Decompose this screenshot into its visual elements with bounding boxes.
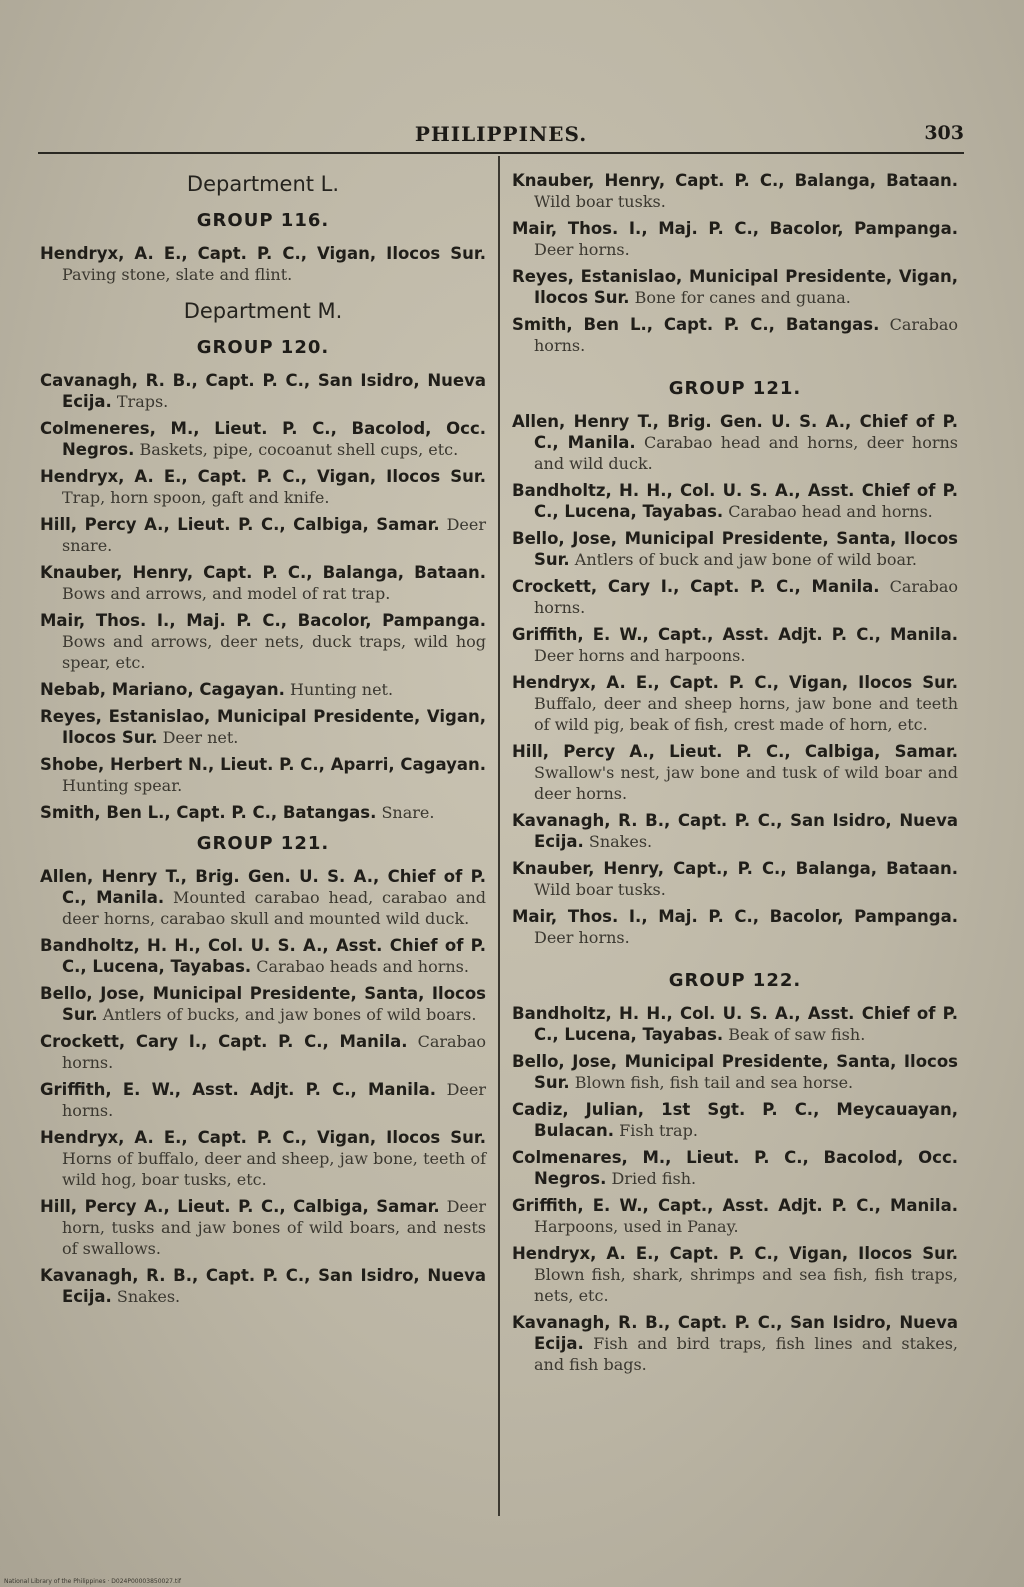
exhibitor-entry — [40, 866, 486, 929]
exhibit-description: Carabao horns. — [62, 1032, 487, 1072]
running-title: PHILIPPINES. — [414, 122, 588, 146]
page-header — [38, 118, 964, 154]
right-column — [512, 170, 958, 1381]
group-heading: GROUP 121. — [196, 833, 330, 854]
exhibit-description: Snakes. — [583, 832, 653, 851]
exhibitor-name: Hendryx, A. E., Capt. P. C., Vigan, Ilocos Sur. — [40, 467, 486, 486]
exhibitor-entry — [512, 1099, 958, 1141]
exhibitor-name: Mair, Thos. I., Maj. P. C., Bacolor, Pampanga. — [512, 219, 958, 238]
exhibit-description: Fish trap. — [614, 1121, 698, 1140]
exhibit-description: Hunting spear. — [62, 776, 183, 795]
exhibit-description: Harpoons, used in Panay. — [534, 1217, 739, 1236]
exhibitor-name: Kavanagh, R. B., Capt. P. C., San Isidro, Nueva Ecija. — [512, 1313, 958, 1353]
exhibitor-entry — [40, 802, 486, 823]
exhibit-description: Paving stone, slate and flint. — [62, 265, 293, 284]
exhibitor-entry — [40, 610, 486, 673]
exhibitor-name: Colmeneres, M., Lieut. P. C., Bacolod, Occ. Negros. — [40, 419, 486, 459]
exhibitor-entry — [512, 1051, 958, 1093]
exhibitor-name: Griffith, E. W., Capt., Asst. Adjt. P. C., Manila. — [512, 1196, 958, 1215]
exhibitor-name: Bello, Jose, Municipal Presidente, Santa, Ilocos Sur. — [512, 1052, 958, 1092]
group-heading: GROUP 120. — [196, 337, 330, 358]
exhibit-description: Wild boar tusks. — [534, 880, 666, 899]
exhibitor-entry — [512, 858, 958, 900]
exhibitor-name: Hill, Percy A., Lieut. P. C., Calbiga, Samar. — [512, 742, 958, 761]
exhibit-description: Deer horns and harpoons. — [534, 646, 746, 665]
exhibitor-entry — [512, 1147, 958, 1189]
exhibitor-name: Mair, Thos. I., Maj. P. C., Bacolor, Pampanga. — [512, 907, 958, 926]
exhibitor-entry — [40, 935, 486, 977]
exhibit-description: Bows and arrows, deer nets, duck traps, wild hog spear, etc. — [62, 632, 486, 672]
exhibit-description: Deer horns. — [62, 1080, 487, 1120]
exhibitor-entry — [512, 1312, 958, 1375]
exhibitor-entry — [40, 1127, 486, 1190]
exhibitor-name: Griffith, E. W., Asst. Adjt. P. C., Manila. — [40, 1080, 437, 1099]
exhibitor-entry — [512, 1243, 958, 1306]
exhibitor-name: Allen, Henry T., Brig. Gen. U. S. A., Chief of P. C., Manila. — [512, 412, 958, 452]
exhibit-description: Baskets, pipe, cocoanut shell cups, etc. — [134, 440, 459, 459]
exhibitor-entry — [512, 810, 958, 852]
exhibitor-name: Kavanagh, R. B., Capt. P. C., San Isidro, Nueva Ecija. — [512, 811, 958, 851]
exhibitor-entry — [40, 514, 486, 556]
exhibitor-name: Hill, Percy A., Lieut. P. C., Calbiga, Samar. — [40, 515, 440, 534]
exhibitor-name: Knauber, Henry, Capt. P. C., Balanga, Bataan. — [512, 171, 958, 190]
exhibitor-name: Cadiz, Julian, 1st Sgt. P. C., Meycauayan, Bulacan. — [512, 1100, 958, 1140]
exhibitor-name: Knauber, Henry, Capt., P. C., Balanga, Bataan. — [512, 859, 958, 878]
exhibitor-entry — [512, 576, 958, 618]
exhibitor-name: Bandholtz, H. H., Col. U. S. A., Asst. Chief of P. C., Lucena, Tayabas. — [512, 1004, 958, 1044]
exhibitor-entry — [40, 418, 486, 460]
exhibitor-name: Griffith, E. W., Capt., Asst. Adjt. P. C., Manila. — [512, 625, 958, 644]
exhibit-description: Bone for canes and guana. — [629, 288, 851, 307]
exhibit-description: Antlers of buck and jaw bone of wild boar. — [569, 550, 917, 569]
exhibitor-name: Allen, Henry T., Brig. Gen. U. S. A., Chief of P. C., Manila. — [40, 867, 486, 907]
group-heading: GROUP 121. — [668, 378, 802, 399]
exhibit-description: Mounted carabao head, carabao and deer horns, carabao skull and mounted wild duck. — [62, 888, 487, 928]
exhibit-description: Swallow's nest, jaw bone and tusk of wild boar and deer horns. — [534, 763, 958, 803]
exhibitor-entry — [512, 906, 958, 948]
exhibitor-entry — [40, 1265, 486, 1307]
exhibit-description: Snare. — [376, 803, 435, 822]
exhibitor-entry — [40, 1079, 486, 1121]
exhibitor-entry — [512, 672, 958, 735]
exhibit-description: Horns of buffalo, deer and sheep, jaw bone, teeth of wild hog, boar tusks, etc. — [62, 1149, 486, 1189]
exhibit-description: Blown fish, shark, shrimps and sea fish, fish traps, nets, etc. — [534, 1265, 958, 1305]
column-divider — [498, 156, 500, 1516]
exhibit-description: Carabao horns. — [534, 315, 958, 355]
exhibitor-name: Smith, Ben L., Capt. P. C., Batangas. — [40, 803, 377, 822]
exhibitor-entry — [512, 480, 958, 522]
exhibit-description: Deer horns. — [534, 240, 630, 259]
exhibitor-entry — [512, 624, 958, 666]
exhibitor-entry — [40, 243, 486, 285]
exhibitor-name: Bello, Jose, Municipal Presidente, Santa, Ilocos Sur. — [512, 529, 958, 569]
exhibitor-name: Hendryx, A. E., Capt. P. C., Vigan, Ilocos Sur. — [40, 244, 486, 263]
exhibit-description: Dried fish. — [606, 1169, 697, 1188]
exhibit-description: Deer snare. — [62, 515, 486, 555]
exhibitor-entry — [40, 562, 486, 604]
exhibit-description: Wild boar tusks. — [534, 192, 666, 211]
exhibitor-entry — [512, 1195, 958, 1237]
exhibitor-entry — [40, 370, 486, 412]
department-heading: Department M. — [183, 299, 343, 323]
exhibit-description: Snakes. — [111, 1287, 181, 1306]
exhibitor-name: Hendryx, A. E., Capt. P. C., Vigan, Ilocos Sur. — [40, 1128, 486, 1147]
exhibitor-name: Crockett, Cary I., Capt. P. C., Manila. — [512, 577, 880, 596]
group-heading: GROUP 122. — [668, 970, 802, 991]
exhibit-description: Deer net. — [157, 728, 239, 747]
exhibitor-entry — [40, 466, 486, 508]
exhibitor-entry — [512, 1003, 958, 1045]
exhibitor-name: Bandholtz, H. H., Col. U. S. A., Asst. Chief of P. C., Lucena, Tayabas. — [512, 481, 958, 521]
exhibitor-entry — [512, 170, 958, 212]
exhibitor-entry — [40, 1196, 486, 1259]
exhibit-description: Beak of saw fish. — [723, 1025, 866, 1044]
exhibitor-entry — [512, 528, 958, 570]
exhibitor-name: Hill, Percy A., Lieut. P. C., Calbiga, Samar. — [40, 1197, 440, 1216]
exhibitor-name: Smith, Ben L., Capt. P. C., Batangas. — [512, 315, 880, 334]
exhibitor-entry — [40, 1031, 486, 1073]
exhibitor-name: Mair, Thos. I., Maj. P. C., Bacolor, Pampanga. — [40, 611, 486, 630]
exhibit-description: Carabao head and horns. — [723, 502, 933, 521]
exhibit-description: Deer horn, tusks and jaw bones of wild boars, and nests of swallows. — [62, 1197, 486, 1258]
exhibitor-entry — [40, 983, 486, 1025]
exhibit-description: Antlers of bucks, and jaw bones of wild boars. — [97, 1005, 477, 1024]
exhibitor-name: Cavanagh, R. B., Capt. P. C., San Isidro, Nueva Ecija. — [40, 371, 486, 411]
exhibitor-name: Hendryx, A. E., Capt. P. C., Vigan, Ilocos Sur. — [512, 673, 958, 692]
exhibitor-entry — [40, 679, 486, 700]
exhibit-description: Blown fish, fish tail and sea horse. — [569, 1073, 854, 1092]
exhibit-description: Bows and arrows, and model of rat trap. — [62, 584, 391, 603]
exhibitor-entry — [512, 218, 958, 260]
exhibitor-name: Bello, Jose, Municipal Presidente, Santa, Ilocos Sur. — [40, 984, 486, 1024]
group-heading: GROUP 116. — [196, 210, 330, 231]
exhibitor-name: Reyes, Estanislao, Municipal Presidente, Vigan, Ilocos Sur. — [512, 267, 958, 307]
exhibit-description: Hunting net. — [284, 680, 394, 699]
exhibitor-name: Shobe, Herbert N., Lieut. P. C., Aparri, Cagayan. — [40, 755, 486, 774]
scan-footer-note: National Library of the Philippines · D024P00003850027.tif — [4, 1578, 182, 1585]
exhibitor-name: Kavanagh, R. B., Capt. P. C., San Isidro, Nueva Ecija. — [40, 1266, 486, 1306]
exhibitor-entry — [512, 266, 958, 308]
exhibit-description: Carabao head and horns, deer horns and wild duck. — [534, 433, 959, 473]
exhibit-description: Traps. — [111, 392, 169, 411]
page-number: 303 — [924, 122, 964, 144]
exhibitor-name: Colmenares, M., Lieut. P. C., Bacolod, Occ. Negros. — [512, 1148, 958, 1188]
department-heading: Department L. — [186, 172, 340, 196]
exhibitor-name: Reyes, Estanislao, Municipal Presidente, Vigan, Ilocos Sur. — [40, 707, 486, 747]
exhibitor-entry — [40, 706, 486, 748]
exhibitor-entry — [512, 314, 958, 356]
left-column — [40, 170, 486, 1313]
exhibit-description: Deer horns. — [534, 928, 630, 947]
exhibit-description: Carabao horns. — [534, 577, 959, 617]
exhibitor-entry — [512, 741, 958, 804]
exhibit-description: Buffalo, deer and sheep horns, jaw bone and teeth of wild pig, beak of fish, crest made of horn, etc. — [534, 694, 958, 734]
exhibitor-name: Crockett, Cary I., Capt. P. C., Manila. — [40, 1032, 408, 1051]
exhibitor-name: Nebab, Mariano, Cagayan. — [40, 680, 285, 699]
exhibitor-name: Knauber, Henry, Capt. P. C., Balanga, Bataan. — [40, 563, 486, 582]
exhibit-description: Fish and bird traps, fish lines and stakes, and fish bags. — [534, 1334, 958, 1374]
exhibitor-entry — [40, 754, 486, 796]
header-rule — [38, 152, 964, 154]
exhibit-description: Trap, horn spoon, gaft and knife. — [62, 488, 330, 507]
exhibitor-name: Bandholtz, H. H., Col. U. S. A., Asst. Chief of P. C., Lucena, Tayabas. — [40, 936, 486, 976]
exhibit-description: Carabao heads and horns. — [251, 957, 469, 976]
exhibitor-name: Hendryx, A. E., Capt. P. C., Vigan, Ilocos Sur. — [512, 1244, 958, 1263]
exhibitor-entry — [512, 411, 958, 474]
